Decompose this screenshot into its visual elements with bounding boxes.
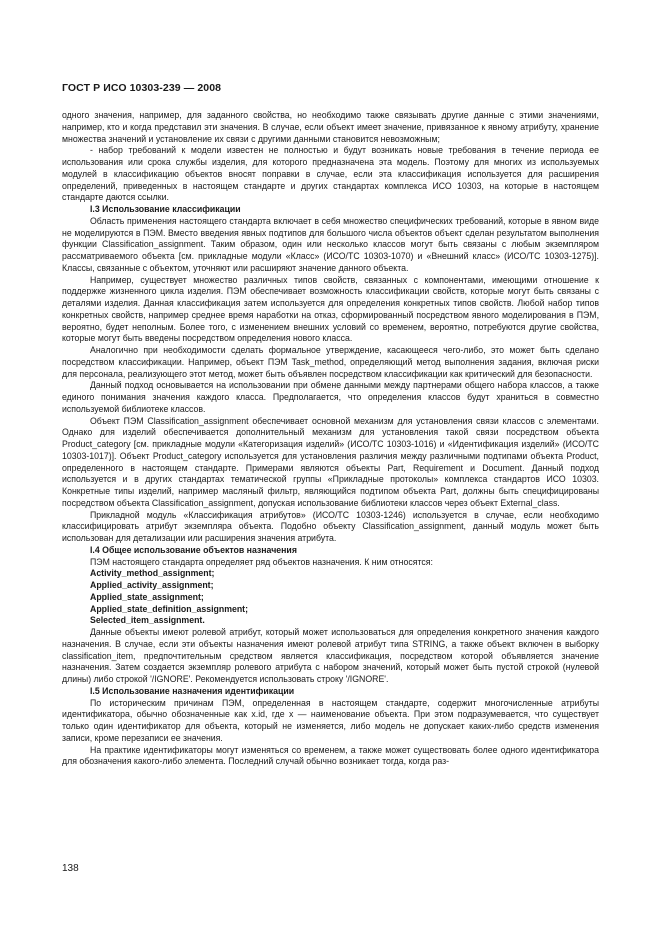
list-item: Activity_method_assignment; [90, 568, 215, 579]
paragraph: На практике идентификаторы могут изменяться со временем, а также может существовать более одного идентификатора для обозначения какого-либо элемента. Последний случай обычно возникает тогда, когда раз- [62, 744, 599, 767]
paragraph: По историческим причинам ПЭМ, определенная в настоящем стандарте, содержит многочисленные атрибуты идентификатора, обычно обозначенные как x.id, где x — наименование объекта. При этом подразумевается, что существует только один идентификатор для объекта, который не изменяется, либо модель не допускает каких-либо средств изменения записи, кроме перезаписи ее значения. [62, 697, 599, 743]
list-item: Applied_state_assignment; [90, 591, 204, 602]
paragraph: ПЭМ настоящего стандарта определяет ряд объектов назначения. К ним относятся: [90, 556, 433, 567]
page-number: 138 [62, 863, 79, 874]
list-item: Applied_state_definition_assignment; [90, 603, 249, 614]
paragraph: Данный подход основывается на использовании при обмене данными между партнерами общего набора классов, а также единого понимания значения каждого класса. Предполагается, что определения классов будут храниться в совместно используемой библиотеке классов. [62, 380, 599, 414]
paragraph: Область применения настоящего стандарта включает в себя множество специфических требований, которые в явном виде не моделируются в ПЭМ. Вместо введения явных подтипов для большого числа объектов объект сделан результатом выполнения функции Classification_assignment. Таким образом, один или несколько классов могут быть связаны с любым экземпляром рассматриваемого объекта [см. прикладные модули «Класс» (ИСО/ТС 10303-1070) и «Внешний класс» (ИСО/ТС 10303-1275)]. Классы, связанные с объектом, уточняют или расширяют значение данного объекта. [62, 215, 599, 273]
list-item: Selected_item_assignment. [90, 615, 205, 626]
page-header: ГОСТ Р ИСО 10303-239 — 2008 [62, 82, 222, 94]
paragraph: одного значения, например, для заданного свойства, но необходимо также связывать другие данные с этими значениями, например, кто и когда представил эти значения. В случае, если объект имеет значение, привязанное к явному атрибуту, хранение множества значений и установление их связи с другими данными становится невозможным; [62, 110, 599, 144]
paragraph: Прикладной модуль «Классификация атрибутов» (ИСО/ТС 10303-1246) используется в случае, если необходимо классифицировать атрибут экземпляра объекта. Подобно объекту Classification_assignment, данный модуль может быть использован для детализации или расширения значения атрибута. [62, 509, 599, 543]
paragraph: - набор требований к модели известен не полностью и будут возникать новые требования в течение периода ее использования или срока службы изделия, для которого предназначена эта модель. Поэтому для многих из используемых модулей в классификацию объектов вносят поправки в случае, если эта классификация используется для расширения определений, приведенных в настоящем стандарте и других стандартах комплекса ИСО 10303, на которые в настоящем стандарте даются ссылки. [62, 145, 599, 203]
paragraph: Аналогично при необходимости сделать формальное утверждение, касающееся чего-либо, это может быть сделано посредством классификации. Например, объект ПЭМ Task_method, определяющий метод выполнения задания, включая риски для персонала, реализующего этот метод, может быть объявлен посредством классификации как критический для безопасности. [62, 345, 599, 379]
section-heading-i5: I.5 Использование назначения идентификации [90, 685, 295, 696]
paragraph: Например, существует множество различных типов свойств, связанных с компонентами, имеющими отношение к поддержке жизненного цикла изделия. ПЭМ обеспечивает возможность классификации свойств, которые могут быть связаны с деталями изделия. Данная классификация затем используется для определения конкретных типов свойств. Любой набор типов конкретных свойств, например среднее время наработки на отказ, сформированный посредством явного моделирования в ПЭМ, вероятно, будет неполным. Более того, с изменением внешних условий со временем, вероятно, потребуются другие свойства, которые могут быть введены посредством определения нового класса. [62, 274, 599, 344]
section-heading-i4: I.4 Общее использование объектов назначения [90, 544, 297, 555]
section-heading-i3: I.3 Использование классификации [90, 204, 241, 214]
main-text [62, 110, 599, 768]
paragraph: Объект ПЭМ Classification_assignment обеспечивает основной механизм для установления связи классов с элементами. Однако для изделий обеспечивается дополнительный механизм для установления такой связи посредством объекта Product_category [см. прикладные модули «Категоризация изделий» (ИСО/ТС 10303-1016) и «Идентификация изделий» (ИСО/ТС 10303-1017)]. Объект Product_category используется для установления различия между различными подтипами объекта Product, определенного в настоящем стандарте. Примерами являются объекты Part, Requirement и Document. Данный подход используется и в других стандартах тематической группы «Прикладные протоколы» комплекса стандартов ИСО 10303. Конкретные типы изделий, например масляный фильтр, являющийся подтипом объекта Part, должны быть специфицированы посредством объекта Classification_assignment, допуская использование библиотеки классов через объект External_class. [62, 415, 599, 508]
paragraph: Данные объекты имеют ролевой атрибут, который может использоваться для определения конкретного значения каждого назначения. В случае, если эти объекты назначения имеют ролевой атрибут типа STRING, а также объект включен в выборку classification_item, предпочтительным средством является классификация, посредством которой объявляется значение назначения. Затем создается экземпляр ролевого атрибута с набором значений, который может быть пустой строкой (нулевой длины) либо строкой '/IGNORE'. Рекомендуется использовать строку '/IGNORE'. [62, 627, 599, 684]
list-item: Applied_activity_assignment; [90, 580, 214, 590]
